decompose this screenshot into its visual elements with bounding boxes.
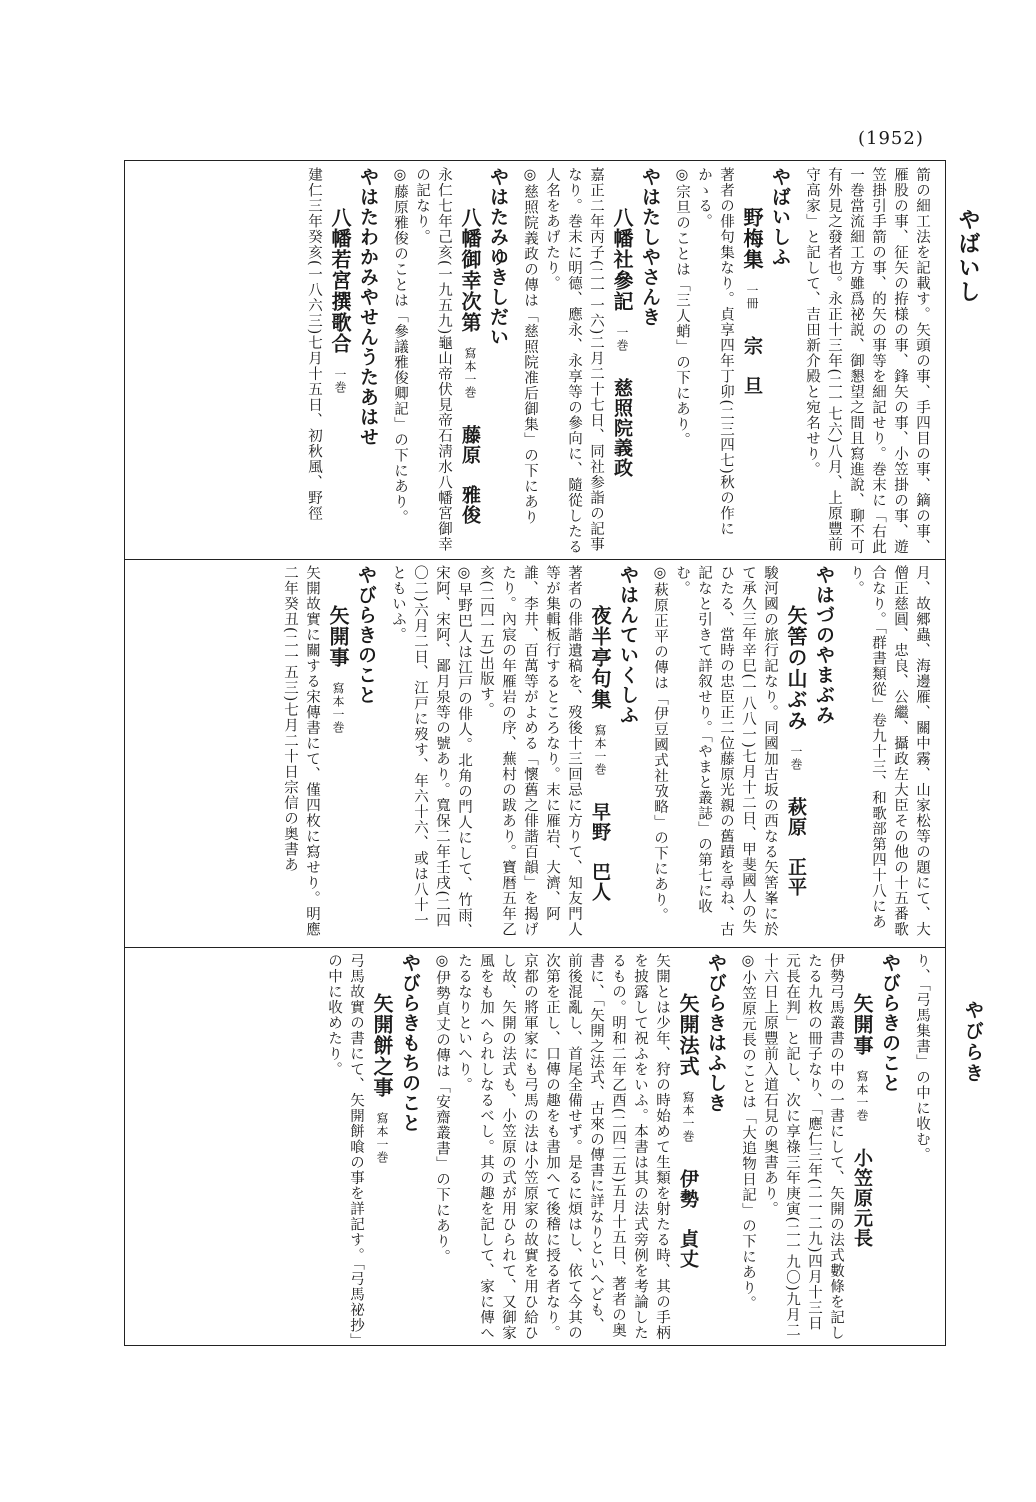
section-divider [125, 559, 945, 560]
entry-heading: やはたみゆきしだい [487, 167, 509, 347]
author-name: 藤原 雅俊 [459, 425, 481, 525]
section-bottom [125, 953, 945, 1343]
index-term-top: やばいし [955, 208, 980, 304]
book-title: 野梅集 [740, 207, 764, 270]
volume-count: 一巻 [789, 745, 803, 771]
content-frame [124, 160, 946, 1346]
entry-title-line [371, 953, 393, 1343]
volume-count: 一冊 [745, 284, 759, 310]
entry-heading: やびらきのこと [879, 953, 901, 1093]
entry-body-text: 著者の俳諧遺稿を、歿後十三回忌に方りて、知友門人等が集輯板行するところなり。末に雁岩、大濟、阿誰、李井、百萬等がよめる「懷舊之俳諧百韻」を揭げたり。內宸の年雁岩の序、蕪村の跋あり。寶暦五年乙亥(二四一五)出版す。 [478, 565, 582, 937]
entry-body-text: ◎藤原雅俊のことは「參議雅俊卿記」の下にあり。 [392, 167, 408, 525]
entry-body-text: 弓馬故實の書にて、矢開餅喰の事を詳記す。「弓馬祕抄」の中に收めたり。 [326, 953, 364, 1342]
author-name: 宗 旦 [741, 336, 763, 396]
entry-heading: やはたわかみやせんうたあはせ [357, 167, 379, 447]
author-name: 萩原 正平 [785, 797, 807, 897]
entry-heading: やびらきはふしき [705, 953, 727, 1113]
section-top [125, 167, 945, 557]
section-middle [125, 565, 945, 943]
entry-body-text: 建仁三年癸亥(一八六三)七月十五日、初秋風、野徑 [306, 167, 322, 522]
entry-body-text: ◎萩原正平の傳は「伊豆國式社攷略」の下にあり。 [652, 565, 668, 923]
volume-count: 寫本一巻 [681, 1091, 695, 1143]
entry-heading: やはづのやまぶみ [813, 565, 835, 725]
entry-heading: やはんていくしふ [617, 565, 639, 725]
book-title: 八幡御幸次第 [458, 207, 482, 333]
entry-body-text: 矢開とは少年、狩の時始めて生類を射たる時、其の手柄を披露して祝ふをいふ。本書は其の法式旁例を考論したるもの。明和二年乙酉(二四二五)五月十五日、著者の奥書に、「矢開之法式、古來の傳書に詳なりといへども、前後混亂し、首尾全備せず。是るに煩はし、依て今其の次第を正し、口傳の趣をも書加へて後稽に授る者なり。京都の將軍家にも弓馬の法は小笠原家の故實を用ひ給ひし故、矢開の法式も、小笠原の式が用ひられて、又御家風をも加へられしなるべし。其の趣を記して、家に傳へたるなりといへり。 [456, 953, 670, 1341]
entry-body-text: ◎慈照院義政の傳は「慈照院准后御集」の下にあり [522, 167, 538, 525]
entry-title-line [785, 565, 807, 943]
section-divider [125, 947, 945, 948]
volume-count: 寫本一巻 [463, 347, 477, 399]
author-name: 伊勢 貞丈 [677, 1169, 699, 1269]
index-term-bottom: やびらき [962, 1000, 984, 1084]
entry-title-line [329, 167, 351, 557]
book-title: 夜半亭句集 [588, 605, 612, 710]
entry-heading: やびらきのこと [355, 565, 377, 705]
entry-body-text: ◎伊勢貞丈の傳は「安齋叢書」の下にあり。 [434, 953, 450, 1265]
vertical-text-column [323, 953, 933, 1343]
entry-body-text: 駿河國の旅行記なり。同國加古坂の西なる矢筈峯に於て承久三年辛巳(一八八一)七月十二日、甲斐國人の失ひたる、當時の忠臣正二位藤原光親の舊蹟を尋ね、古記なと引きて詳叙せり。「やまと叢誌」の第七に收む。 [674, 565, 778, 937]
entry-body-text: り、「弓馬集書」の中に收む。 [914, 953, 930, 1163]
entry-body-text: 月、故郷蟲、海邊雁、關中霧、山家松等の題にて、大僧正慈圓、忠良、公繼、攝政左大臣その他の十五番歌合なり。「群書類從」卷九十三、和歌部第四十八にあり。 [848, 565, 930, 937]
book-title: 八幡社參記 [610, 207, 634, 312]
entry-title-line [741, 167, 763, 557]
entry-body-text: 嘉正二年丙子(二一一六)二月二十七日、同社参詣の記事なり。巻末に明德、應永、永享等の參向に、隨從したる人名をあげたり。 [544, 167, 604, 555]
author-name: 小笠原元長 [851, 1148, 873, 1248]
entry-body-text: 箭の細工法を記載す。矢頭の事、手四目の事、鏑の事、雁股の事、征矢の拵様の事、鋒矢の事、小笠掛の事、遊笠掛引手箭の事、的矢の事等を細記せり。巻末に「右此一巻當流細工方雖爲祕説、御懇望之間且寫進說、聊不可有外見之發者也。永正十三年(二一七六)八月、上原豐前守高家」と記して、吉田新介殿と宛名せり。 [804, 167, 930, 555]
book-title: 矢開事 [326, 605, 350, 668]
vertical-text-column [279, 565, 933, 943]
entry-body-text: 永仁七年己亥(一九五九)龜山帝伏見帝石淸水八幡宮御幸の記なり。 [414, 167, 452, 553]
entry-body-text: ◎早野巴人は江戸の俳人。北角の門人にして、竹雨、宋阿、宋阿、鄙月泉等の號あり。寬保二年壬戌(二四〇二)六月二日、江戸に歿す、年六十六、或は八十一ともいふ。 [390, 565, 472, 939]
page-number: (1952) [858, 128, 924, 149]
volume-count: 寫本一巻 [593, 724, 607, 776]
entry-body-text: ◎宗旦のことは「三人蛸」の下にあり。 [674, 167, 690, 448]
entry-body-text: 矢開故實に關する宋傳書にて、僅四枚に寫せり。明應二年癸丑(二一五三)七月二十日宗信の奥書あ [282, 565, 320, 937]
entry-heading: やばいしふ [769, 167, 791, 267]
volume-count: 寫本一巻 [331, 682, 345, 734]
author-name: 慈照院義政 [611, 378, 633, 478]
entry-heading: やはたしやさんき [639, 167, 661, 327]
volume-count: 一巻 [333, 368, 347, 394]
entry-body-text: 著者の俳句集なり。貞享四年丁卯(二三四七)秋の作にかゝる。 [696, 167, 734, 537]
vertical-text-column [303, 167, 933, 557]
entry-heading: やびらきもちのこと [399, 953, 421, 1133]
entry-body-text: ◎小笠原元長のことは「大追物日記」の下にあり。 [740, 953, 756, 1311]
volume-count: 寫本一巻 [855, 1070, 869, 1122]
entry-title-line [589, 565, 611, 943]
book-title: 矢開事 [850, 993, 874, 1056]
volume-count: 一巻 [615, 326, 629, 352]
book-title: 八幡若宮撰歌合 [328, 207, 352, 354]
volume-count: 寫本一巻 [375, 1112, 389, 1164]
book-title: 矢筈の山ぶみ [784, 605, 808, 731]
entry-title-line [327, 565, 349, 943]
author-name: 早野 巴人 [589, 802, 611, 902]
entry-title-line [677, 953, 699, 1343]
entry-title-line [459, 167, 481, 557]
entry-title-line [611, 167, 633, 557]
book-title: 矢開法式 [676, 993, 700, 1077]
entry-body-text: 伊勢弓馬叢書の中の一書にして、矢開の法式數條を記したる九枚の冊子なり、「應仁三年(二一二九)四月十三日元長在判」と記し、次に享祿三年庚寅(二一九〇)九月二十六日上原豐前入道石見の奥書あり。 [762, 953, 844, 1341]
book-title: 矢開餅之事 [370, 993, 394, 1098]
entry-title-line [851, 953, 873, 1343]
